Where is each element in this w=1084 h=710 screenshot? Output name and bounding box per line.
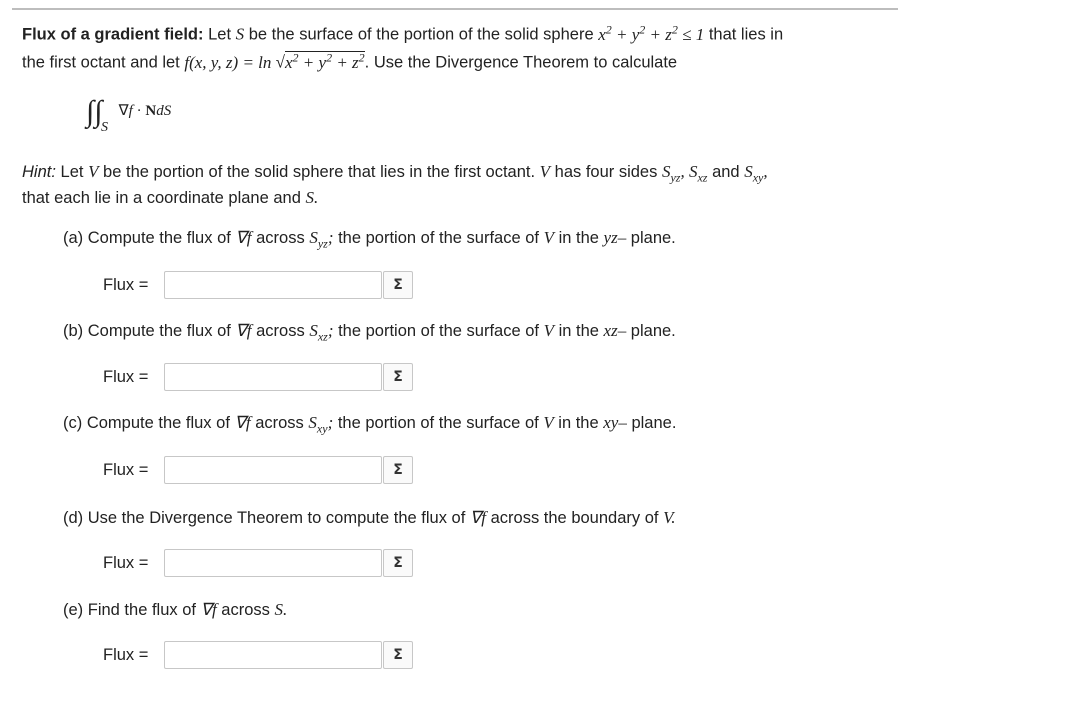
text: be the portion of the solid sphere that lies in the first octant. xyxy=(103,163,536,181)
surface-syz: $S_{yz}$; xyxy=(309,228,334,251)
integrand: ∇f · NdS xyxy=(118,103,172,119)
text: . Use the Divergence Theorem to calculate xyxy=(364,53,678,72)
text: across xyxy=(221,601,270,619)
surface-sxz: $S_{xz}$; xyxy=(309,321,334,344)
math-V: V xyxy=(539,162,551,181)
part-b-answer-row xyxy=(103,363,413,391)
text: across xyxy=(256,322,305,340)
surface-sxy: $S_{xy}$; xyxy=(308,413,334,436)
text: plane. xyxy=(630,322,676,340)
text: in the xyxy=(558,322,599,340)
part-c-answer-input[interactable] xyxy=(164,456,382,484)
part-e-answer-input[interactable] xyxy=(164,641,382,669)
math-S: S. xyxy=(274,600,288,619)
part-c-label: (c) Compute the flux of xyxy=(63,414,230,432)
text: has four sides xyxy=(554,163,658,181)
grad-f: ∇f xyxy=(234,413,251,432)
part-c-question xyxy=(63,413,676,436)
math-V: V xyxy=(543,228,554,247)
part-e-label: (e) Find the flux of xyxy=(63,601,196,619)
text: be the surface of the portion of the solid sphere xyxy=(248,25,594,44)
text: the portion of the surface of xyxy=(338,322,539,340)
math-V: V xyxy=(543,321,554,340)
hint-label: Hint: xyxy=(22,163,56,181)
part-a-label: (a) Compute the flux of xyxy=(63,229,231,247)
part-e-question xyxy=(63,600,287,620)
part-d-answer-row xyxy=(103,549,413,577)
part-a-question xyxy=(63,228,676,251)
function-definition: f(x, y, $z) = \ln √x^2 + y^2 + z^2$ xyxy=(184,50,365,72)
grad-f: ∇f xyxy=(235,321,252,340)
text: the first octant and let xyxy=(22,53,180,72)
text: Let xyxy=(208,25,232,44)
flux-label: Flux = xyxy=(103,460,149,479)
flux-label: Flux = xyxy=(103,645,149,664)
part-d-answer-input[interactable] xyxy=(164,549,382,577)
top-divider xyxy=(12,8,898,10)
math-V: V xyxy=(88,162,99,181)
flux-label: Flux = xyxy=(103,553,149,572)
plane: xy– xyxy=(603,413,627,432)
grad-f: ∇f xyxy=(469,508,487,527)
part-b-label: (b) Compute the flux of xyxy=(63,322,231,340)
text: the portion of the surface of xyxy=(337,414,539,432)
part-a-answer-row xyxy=(103,271,413,299)
part-d-label: (d) Use the Divergence Theorem to compute the flux of xyxy=(63,509,466,527)
part-d-question xyxy=(63,508,676,528)
sigma-icon[interactable]: Σ xyxy=(383,549,413,577)
problem-title: Flux of a gradient field: xyxy=(22,25,204,44)
math-V: V xyxy=(543,413,554,432)
surface-integral xyxy=(86,95,172,135)
flux-label: Flux = xyxy=(103,275,149,294)
text: the portion of the surface of xyxy=(338,229,539,247)
integral-subscript: S xyxy=(101,120,109,135)
grad-f: ∇f xyxy=(200,600,217,619)
math-S: S xyxy=(235,24,245,44)
text: and xyxy=(712,163,740,181)
integral-sign: ∫∫ xyxy=(86,95,103,128)
math-V: V. xyxy=(663,508,676,527)
part-b-answer-input[interactable] xyxy=(164,363,382,391)
hint-line-1 xyxy=(22,162,768,185)
plane: yz– xyxy=(603,228,627,247)
sphere-inequality: $x^2 + y^2 + z^2 \le 1$ xyxy=(598,22,705,44)
text: that lies in xyxy=(708,25,784,44)
text: plane. xyxy=(631,414,677,432)
text: plane. xyxy=(630,229,676,247)
grad-f: ∇f xyxy=(235,228,252,247)
text: across xyxy=(255,414,304,432)
problem-line-1 xyxy=(22,22,783,45)
sigma-icon[interactable]: Σ xyxy=(383,641,413,669)
sides-list: $S_{yz}$, $S_{xz}$ xyxy=(661,162,708,185)
text: across the boundary of xyxy=(490,509,659,527)
hint-line-2 xyxy=(22,188,318,208)
problem-line-2 xyxy=(22,50,677,73)
part-e-answer-row xyxy=(103,641,413,669)
sigma-icon[interactable]: Σ xyxy=(383,363,413,391)
sigma-icon[interactable]: Σ xyxy=(383,456,413,484)
text: Let xyxy=(60,163,84,181)
plane: xz– xyxy=(603,321,627,340)
part-a-answer-input[interactable] xyxy=(164,271,382,299)
text: in the xyxy=(558,229,599,247)
part-c-answer-row xyxy=(103,456,413,484)
text: in the xyxy=(558,414,599,432)
sigma-icon[interactable]: Σ xyxy=(383,271,413,299)
text: across xyxy=(256,229,305,247)
flux-label: Flux = xyxy=(103,367,149,386)
text: that each lie in a coordinate plane and xyxy=(22,189,301,207)
math-S: S. xyxy=(305,188,319,207)
side-xy: $S_{xy}$, xyxy=(744,162,768,185)
part-b-question xyxy=(63,321,676,344)
